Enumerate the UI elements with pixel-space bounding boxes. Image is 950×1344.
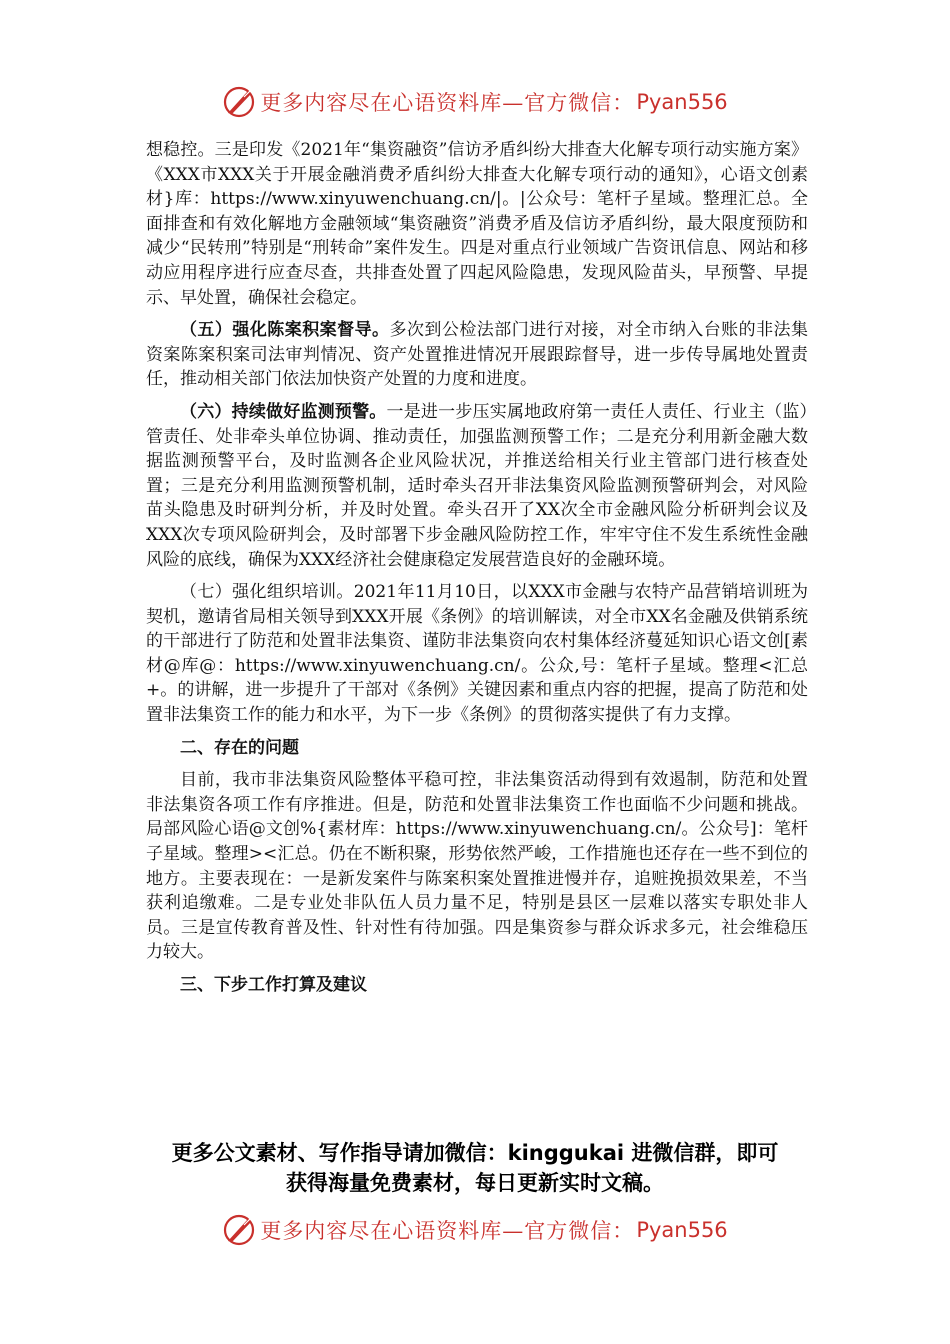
quill-logo-icon — [222, 85, 256, 119]
section-five-body: 多次到公检法部门进行对接，对全市纳入台账的非法集资案陈案积案司法审判情况、资产处置推进情况开展跟踪督导，进一步传导属地处置责任，推动相关部门依法加快资产处置的力度和进度。 — [146, 320, 809, 390]
footer-banner — [0, 1210, 950, 1250]
paragraph-continued: 想稳控。三是印发《2021年“集资融资”信访矛盾纠纷大排查大化解专项行动实施方案》《XXX市XXX关于开展金融消费矛盾纠纷大排查大化解专项行动的通知》，心语文创素材}库：https://www.xinyuwenchuang.cn/|。|公众号：笔杆子星域。整理汇总。全面排查和有效化解地方金融领域“集资融资”消费矛盾及信访矛盾纠纷，最大限度预防和减少“民转刑”特别是“刑转命”案件发生。四是对重点行业领域广告资讯信息、网站和移动应用程序进行应查尽查，共排查处置了四起风险隐患，发现风险苗头，早预警、早提示、早处置，确保社会稳定。 — [146, 140, 808, 308]
section-six-body: 一是进一步压实属地政府第一责任人责任、行业主（监）管责任、处非牵头单位协调、推动责任，加强监测预警工作；二是充分利用新金融大数据监测预警平台，及时监测各企业风险状况，并推送给相关行业主管部门进行核查处置；三是充分利用监测预警机制，适时牵头召开非法集资风险监测预警研判会，对风险苗头隐患及时研判分析，并及时处置。牵头召开了XX次全市金融风险分析研判会议及XXX次专项风险研判会，及时部署下步金融风险防控工作，牢牢守住不发生系统性金融风险的底线，确保为XXX经济社会健康稳定发展营造良好的金融环境。 — [146, 401, 808, 570]
banner-wechat-id: Pyan556 — [636, 90, 728, 114]
banner-text: 更多内容尽在心语资料库—官方微信： — [260, 1219, 635, 1243]
document-body — [146, 138, 808, 998]
paragraph-section-seven: （七）强化组织培训。2021年11月10日，以XXX市金融与农特产品营销培训班为契机，邀请省局相关领导到XXX开展《条例》的培训解读，对全市XX名金融及供销系统的干部进行了防范和处置非法集资、谨防非法集资向农村集体经济蔓延知识心语文创[素材@库@：https://www.xinyuwenchuang.cn/。公众,号：笔杆子星域。整理<汇总+。的讲解，进一步提升了干部对《条例》关键因素和重点内容的把握，提高了防范和处置非法集资工作的能力和水平，为下一步《条例》的贯彻落实提供了有力支撑。 — [146, 582, 808, 726]
paragraph-section-five — [146, 318, 808, 392]
header-banner — [0, 82, 950, 122]
promo-line-2: 获得海量免费素材，每日更新实时文稿。 — [286, 1171, 664, 1195]
promo-notice — [120, 1138, 830, 1198]
heading-problems: 二、存在的问题 — [180, 737, 299, 758]
promo-line-1: 更多公文素材、写作指导请加微信：kinggukai 进微信群，即可 — [171, 1141, 779, 1165]
section-five-title: （五）强化陈案积案督导。 — [180, 320, 390, 341]
section-six-title: （六）持续做好监测预警。 — [180, 401, 387, 422]
banner-wechat-id: Pyan556 — [636, 1218, 728, 1242]
heading-next-steps: 三、下步工作打算及建议 — [180, 975, 367, 995]
quill-logo-icon — [222, 1213, 256, 1247]
banner-text: 更多内容尽在心语资料库—官方微信： — [260, 91, 635, 115]
paragraph-section-six — [146, 400, 808, 572]
paragraph-problems: 目前，我市非法集资风险整体平稳可控，非法集资活动得到有效遏制，防范和处置非法集资各项工作有序推进。但是，防范和处置非法集资工作也面临不少问题和挑战。局部风险心语@文创%{素材库：https://www.xinyuwenchuang.cn/。公众号]：笔杆子星域。整理><汇总。仍在不断积聚，形势依然严峻，工作措施也还存在一些不到位的地方。主要表现在：一是新发案件与陈案积案处置推进慢并存，追赃挽损效果差，不当获利追缴难。二是专业处非队伍人员力量不足，特别是县区一层难以落实专职处非人员。三是宣传教育普及性、针对性有待加强。四是集资参与群众诉求多元，社会维稳压力较大。 — [146, 770, 808, 963]
